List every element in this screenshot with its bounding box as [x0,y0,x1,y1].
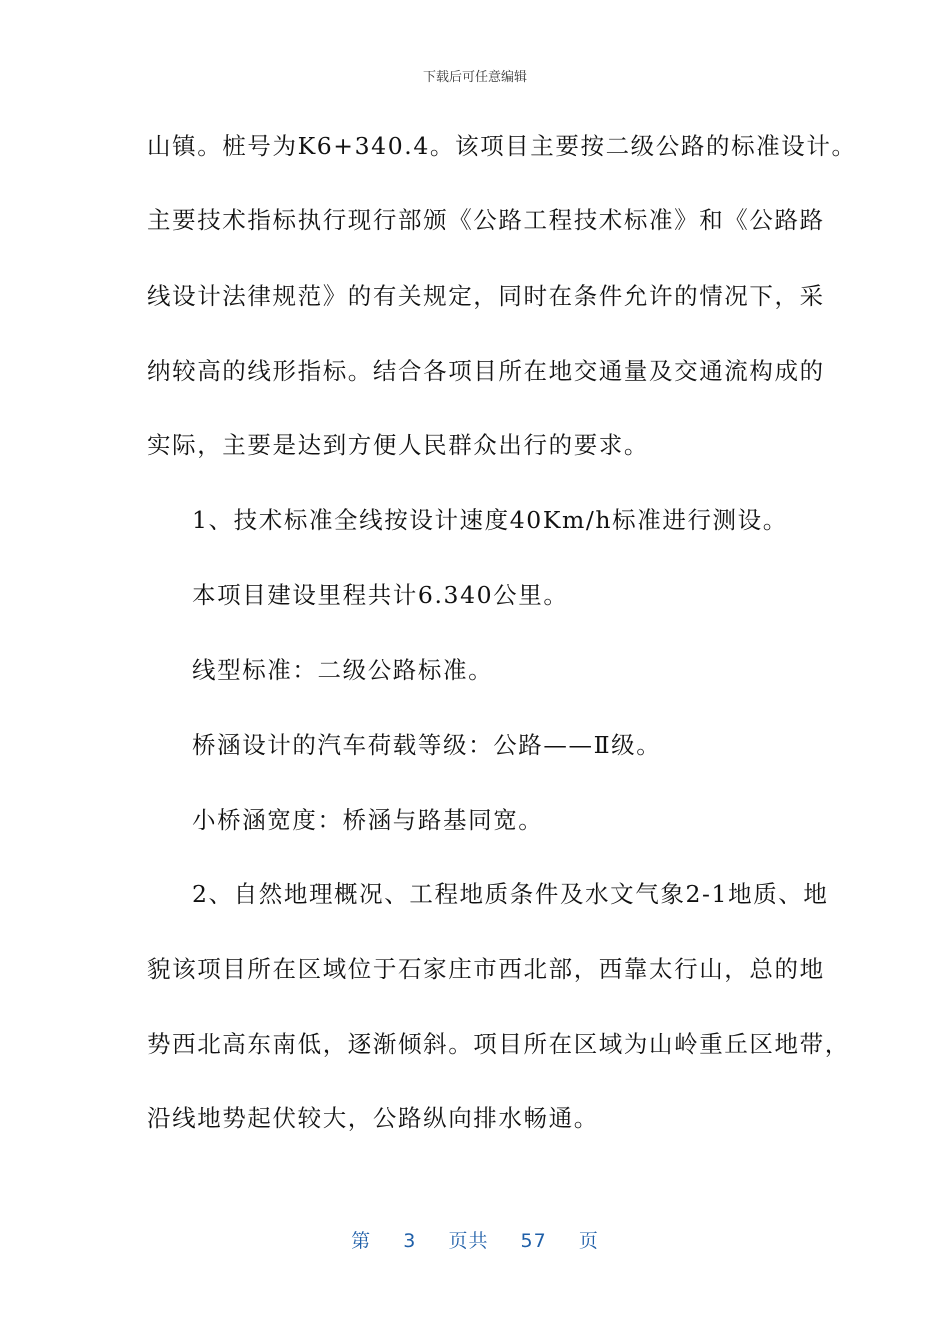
page-header-note: 下载后可任意编辑 [422,70,527,85]
body-line: 线型标准：二级公路标准。 [192,656,494,684]
body-line: 本项目建设里程共计6.340公里。 [192,581,569,609]
body-line: 势西北高东南低，逐渐倾斜。项目所在区域为山岭重丘区地带， [147,1030,850,1058]
body-line: 实际，主要是达到方便人民群众出行的要求。 [147,431,649,459]
body-line: 2、自然地理概况、工程地质条件及水文气象2-1地质、地 [192,880,829,908]
body-line: 线设计法律规范》的有关规定，同时在条件允许的情况下，采 [147,282,825,310]
body-line: 纳较高的线形指标。结合各项目所在地交通量及交通流构成的 [147,357,825,385]
footer-suffix: 页 [578,1230,599,1252]
body-line: 貌该项目所在区域位于石家庄市西北部，西靠太行山，总的地 [147,955,825,983]
footer-middle: 页共 [448,1230,489,1252]
footer-page-number: 3 [403,1230,417,1252]
footer-prefix: 第 [351,1230,372,1252]
footer-total-pages: 57 [520,1230,547,1252]
body-line: 主要技术指标执行现行部颁《公路工程技术标准》和《公路路 [147,206,825,234]
body-line: 沿线地势起伏较大，公路纵向排水畅通。 [147,1104,599,1132]
body-line: 桥涵设计的汽车荷载等级：公路——Ⅱ级。 [192,731,662,759]
page-footer [0,1226,950,1253]
body-line: 1、技术标准全线按设计速度40Km/h标准进行测设。 [192,506,788,534]
body-line: 小桥涵宽度：桥涵与路基同宽。 [192,806,544,834]
body-line: 山镇。桩号为K6+340.4。该项目主要按二级公路的标准设计。 [147,132,857,160]
